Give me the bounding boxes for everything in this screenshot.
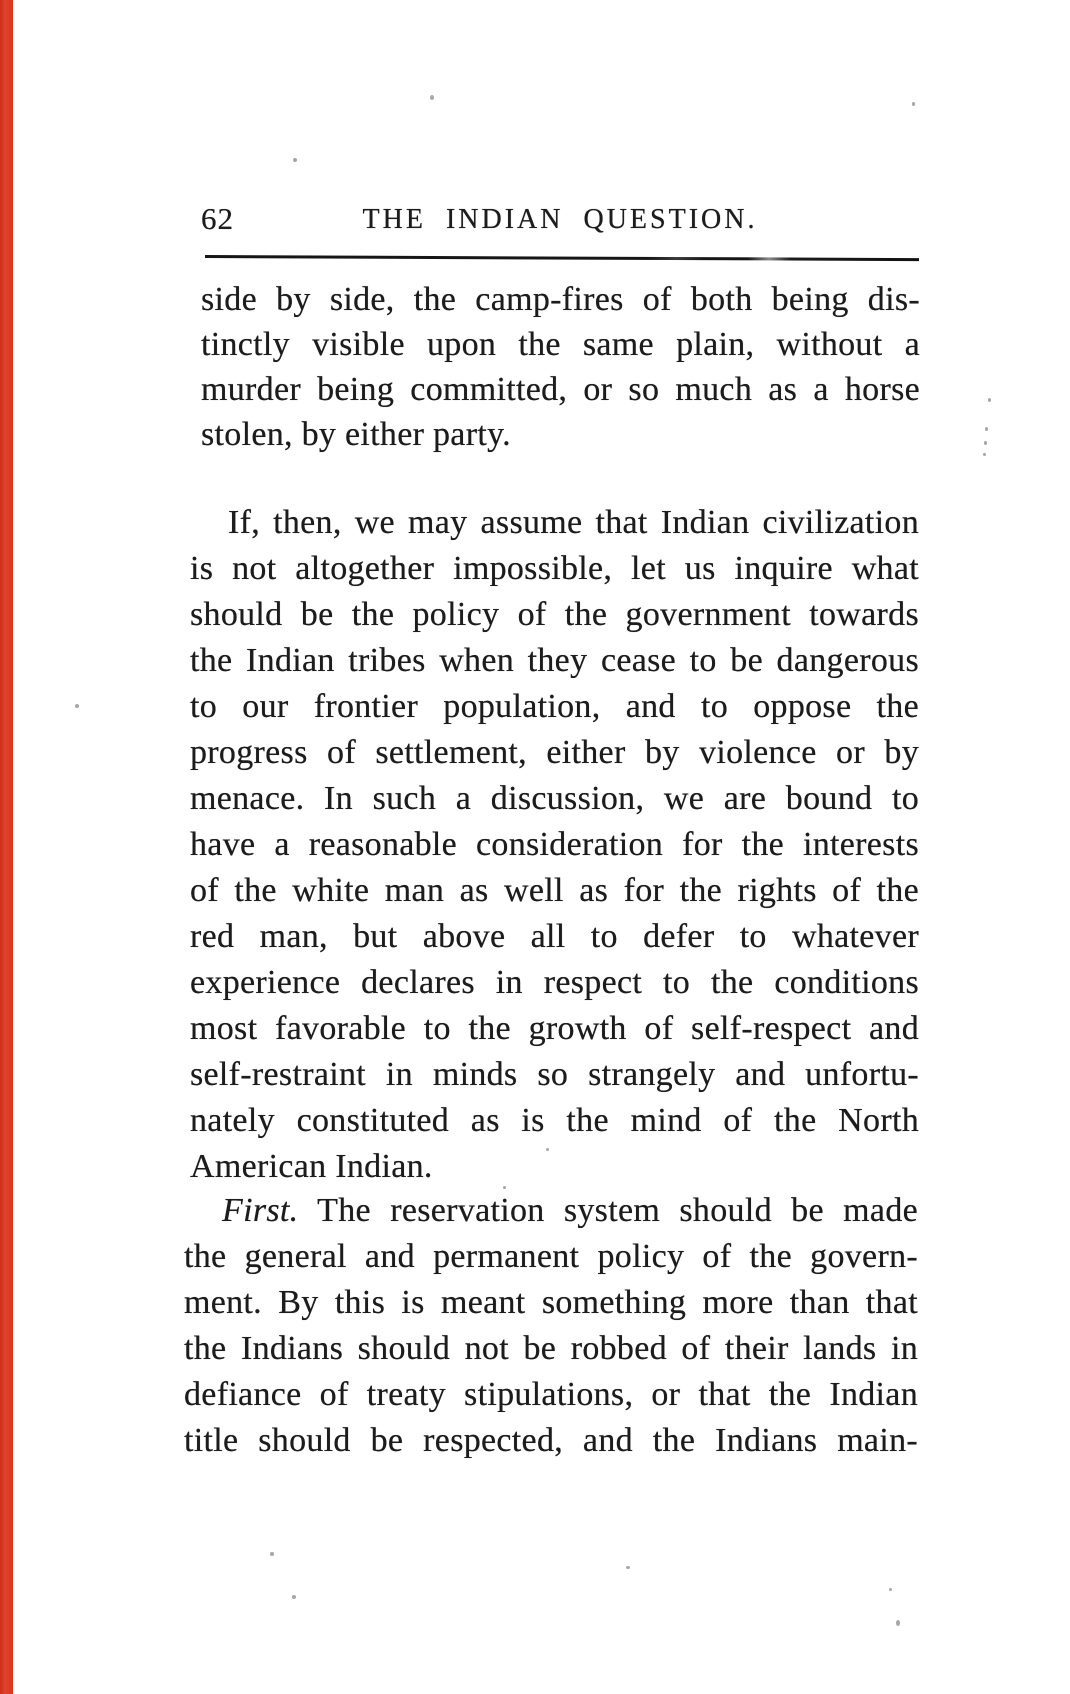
text-line: the general and permanent policy of the govern-	[184, 1238, 918, 1275]
text-line: most favorable to the growth of self-respect and	[190, 1010, 919, 1047]
text-line: side by side, the camp-fires of both being dis-	[201, 281, 920, 318]
scan-speck	[626, 1566, 630, 1569]
paragraph	[201, 277, 920, 457]
paragraph	[190, 500, 919, 1190]
text-line: If, then, we may assume that Indian civilization	[228, 504, 919, 541]
page-number: 62	[201, 201, 234, 236]
scan-speck	[270, 1552, 274, 1556]
text-line: tinctly visible upon the same plain, without a	[201, 326, 920, 363]
scan-speck	[503, 1186, 506, 1189]
text-line: is not altogether impossible, let us inquire what	[190, 550, 919, 587]
scan-speck	[988, 398, 991, 402]
scan-speck	[984, 441, 987, 445]
italic-lead-word: First.	[222, 1192, 299, 1229]
text-line: should be the policy of the government towards	[190, 596, 919, 633]
scan-speck	[430, 95, 434, 100]
text-line: the Indians should not be robbed of their lands in	[184, 1330, 918, 1367]
text-line-rest: The reservation system should be made	[317, 1192, 919, 1229]
text-line: to our frontier population, and to oppose the	[190, 688, 919, 725]
scan-speck	[896, 1620, 900, 1626]
scan-speck	[912, 102, 915, 106]
text-line: American Indian.	[190, 1148, 433, 1185]
text-line: red man, but above all to defer to whatever	[190, 918, 919, 955]
running-header-title: THE INDIAN QUESTION.	[362, 204, 758, 235]
text-line	[184, 1188, 918, 1234]
text-line: murder being committed, or so much as a horse	[201, 371, 920, 408]
scan-speck	[985, 427, 988, 431]
text-line: experience declares in respect to the conditions	[190, 964, 919, 1001]
text-line: menace. In such a discussion, we are bound to	[190, 780, 919, 817]
text-line: have a reasonable consideration for the interests	[190, 826, 919, 863]
text-line: self-restraint in minds so strangely and unfortu-	[190, 1056, 919, 1093]
text-line: defiance of treaty stipulations, or that the Indian	[184, 1376, 918, 1413]
scan-speck	[983, 453, 986, 456]
scan-speck	[293, 158, 297, 162]
text-line: progress of settlement, either by violence or by	[190, 734, 919, 771]
scan-speck	[75, 704, 79, 708]
header-rule	[205, 255, 919, 261]
scan-speck	[292, 1595, 296, 1599]
text-line: nately constituted as is the mind of the North	[190, 1102, 919, 1139]
paragraph	[184, 1188, 918, 1464]
book-spine-edge	[0, 0, 13, 1694]
text-line: title should be respected, and the Indians main-	[184, 1422, 918, 1459]
text-line: stolen, by either party.	[201, 416, 511, 453]
scan-speck	[546, 1148, 549, 1151]
text-line: ment. By this is meant something more than that	[184, 1284, 918, 1321]
text-line: of the white man as well as for the rights of the	[190, 872, 919, 909]
scan-speck	[889, 1588, 892, 1591]
text-line: the Indian tribes when they cease to be dangerous	[190, 642, 919, 679]
